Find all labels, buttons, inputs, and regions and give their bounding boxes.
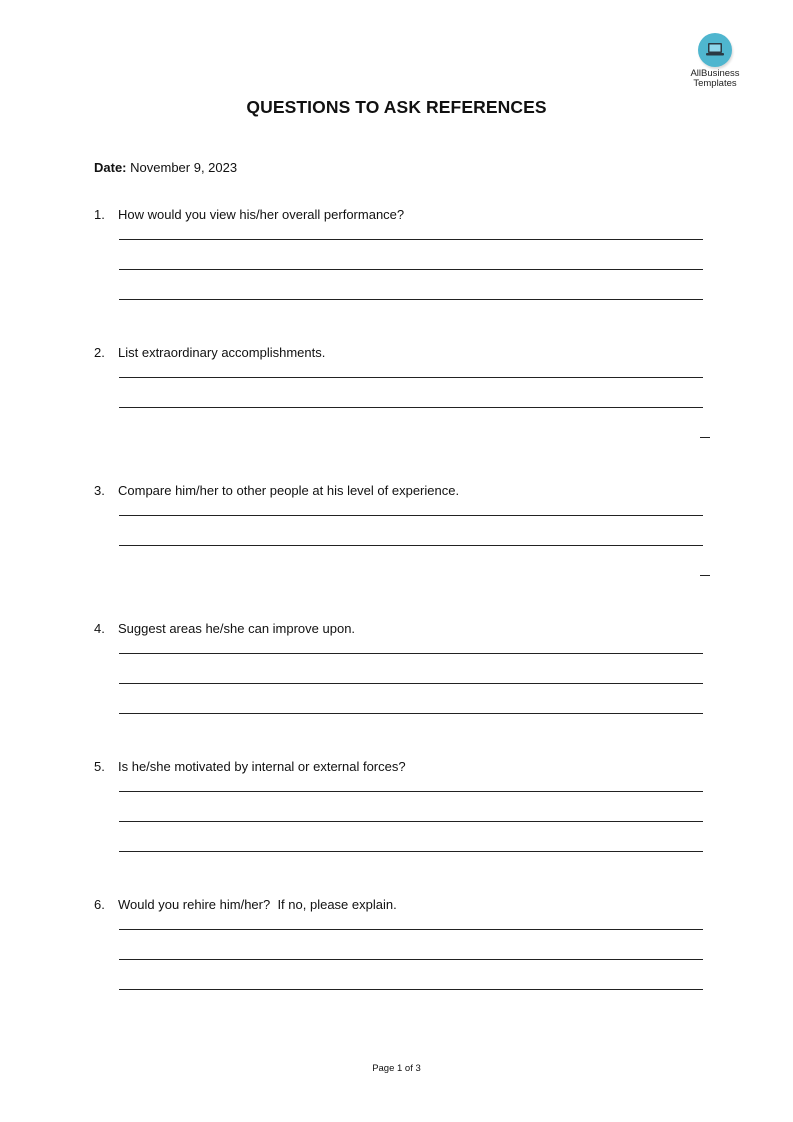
answer-line[interactable] <box>119 269 703 270</box>
question-text: How would you view his/her overall performance? <box>118 207 405 222</box>
answer-line[interactable] <box>119 989 703 990</box>
laptop-icon <box>698 33 732 67</box>
answer-line[interactable] <box>119 713 703 714</box>
question-number: 4. <box>94 621 105 636</box>
answer-line[interactable] <box>119 545 703 546</box>
answer-line-stub <box>700 575 710 576</box>
question-text: Would you rehire him/her? If no, please explain. <box>118 897 397 912</box>
answer-line[interactable] <box>119 959 703 960</box>
answer-line[interactable] <box>119 407 703 408</box>
answer-line[interactable] <box>119 791 703 792</box>
answer-line[interactable] <box>119 377 703 378</box>
question-text: List extraordinary accomplishments. <box>118 345 326 360</box>
document-title: QUESTIONS TO ASK REFERENCES <box>246 97 547 117</box>
logo-line-1: AllBusiness <box>690 68 740 79</box>
answer-line[interactable] <box>119 239 703 240</box>
answer-line[interactable] <box>119 299 703 300</box>
question-number: 6. <box>94 897 105 912</box>
question-number: 5. <box>94 759 105 774</box>
question-number: 1. <box>94 207 105 222</box>
answer-line[interactable] <box>119 653 703 654</box>
question-number: 3. <box>94 483 105 498</box>
answer-line[interactable] <box>119 515 703 516</box>
date-value: November 9, 2023 <box>130 160 238 175</box>
question-text: Compare him/her to other people at his level of experience. <box>118 483 460 498</box>
brand-logo <box>686 33 744 89</box>
answer-line[interactable] <box>119 683 703 684</box>
question-number: 2. <box>94 345 105 360</box>
answer-line[interactable] <box>119 929 703 930</box>
date-line <box>94 160 237 175</box>
date-label: Date: <box>94 160 127 175</box>
question-text: Suggest areas he/she can improve upon. <box>118 621 356 636</box>
logo-text <box>686 69 744 89</box>
answer-line[interactable] <box>119 851 703 852</box>
page-number: Page 1 of 3 <box>372 1063 421 1074</box>
answer-line-stub <box>700 437 710 438</box>
question-text: Is he/she motivated by internal or external forces? <box>118 759 406 774</box>
answer-line[interactable] <box>119 821 703 822</box>
logo-line-2: Templates <box>693 78 737 89</box>
